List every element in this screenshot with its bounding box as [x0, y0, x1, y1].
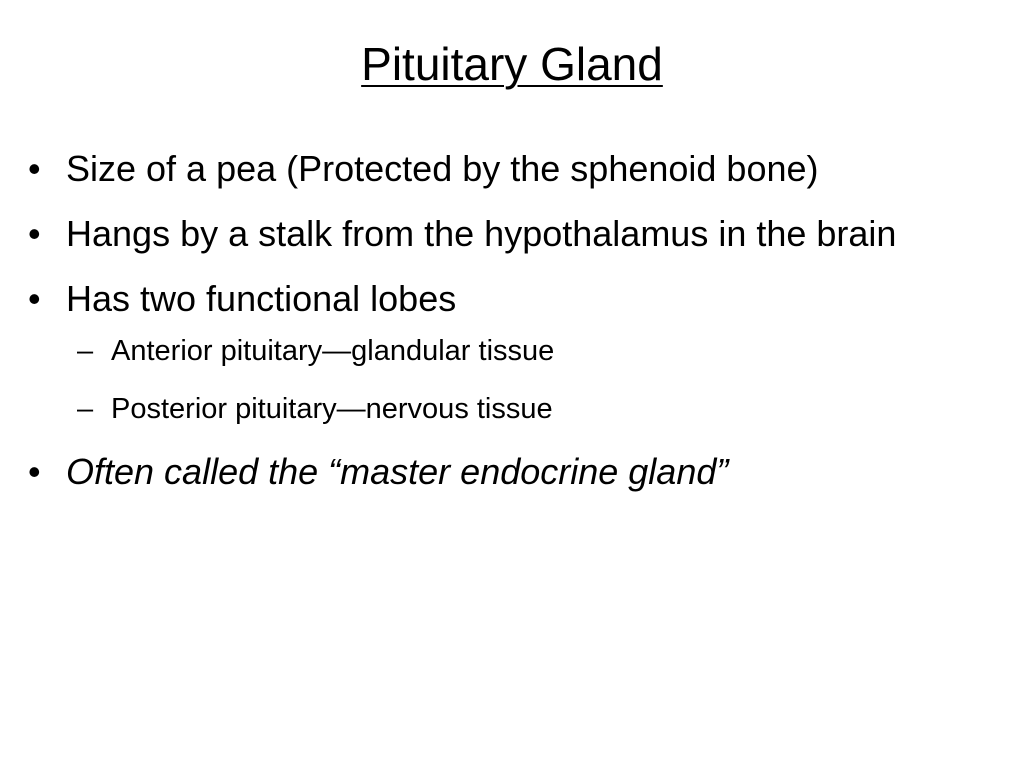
bullet-item: [28, 210, 978, 258]
bullet-icon: •: [28, 148, 41, 189]
sub-bullet-text: Posterior pituitary—nervous tissue: [111, 393, 553, 425]
bullet-text: Hangs by a stalk from the hypothalamus in the brain: [66, 213, 897, 254]
sub-bullet-item: [28, 332, 978, 370]
slide-title: Pituitary Gland: [361, 38, 663, 90]
bullet-item: [28, 145, 978, 193]
dash-icon: –: [77, 335, 94, 367]
bullet-icon: •: [28, 278, 41, 319]
bullet-icon: •: [28, 213, 41, 254]
dash-icon: –: [77, 393, 94, 425]
bullet-item: [28, 275, 978, 323]
bullet-list: [28, 145, 978, 513]
sub-bullet-item: [28, 390, 978, 428]
bullet-text: Often called the “master endocrine gland”: [66, 451, 729, 492]
bullet-icon: •: [28, 451, 41, 492]
bullet-item: [28, 448, 978, 496]
sub-bullet-text: Anterior pituitary—glandular tissue: [111, 335, 555, 367]
bullet-text: Size of a pea (Protected by the sphenoid bone): [66, 148, 819, 189]
bullet-text: Has two functional lobes: [66, 278, 457, 319]
